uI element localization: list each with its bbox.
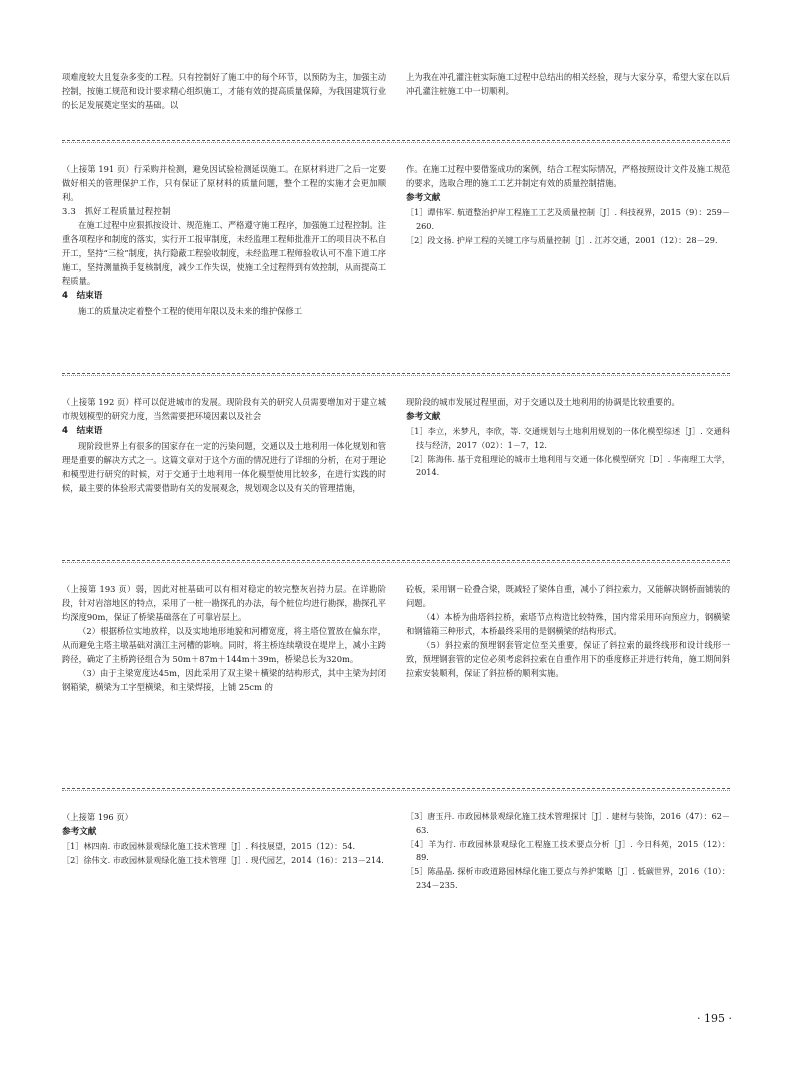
section-heading: 4 结束语	[62, 426, 103, 436]
reference-item: ［3］唐玉丹. 市政园林景观绿化施工技术管理探讨［J］. 建材与装饰，2016（47）：62－63.	[406, 811, 730, 835]
left-column	[62, 395, 386, 495]
right-column	[406, 810, 730, 893]
paragraph: （上接第 193 页）弱，因此对桩基础可以有相对稳定的较完整灰岩持力层。在详勘阶段，针对岩溶地区的特点，采用了一桩一勘探孔的办法，每个桩位均进行勘探，勘探孔平均深度90m，保证了桥梁基础落在了可靠岩层上。	[62, 584, 386, 622]
paragraph: 现阶段的城市发展过程里面，对于交通以及土地利用的协调是比较重要的。	[406, 397, 680, 407]
reference-item: ［2］段文扬. 护岸工程的关键工序与质量控制［J］. 江苏交通，2001（12）：28－29.	[406, 234, 718, 245]
left-column	[62, 810, 386, 893]
section-heading: 参考文献	[406, 412, 441, 422]
article-tail-4	[62, 582, 730, 694]
paragraph: 施工的质量决定着整个工程的使用年限以及未来的维护保修工	[78, 306, 303, 316]
left-column	[62, 582, 386, 694]
paragraph: （上接第 191 页）行采购并检测，避免因试验检测延误施工。在原材料进厂之后一定要做好相关的管理保护工作，只有保证了原材料的质量问题，整个工程的实施才会更加顺利。	[62, 164, 386, 202]
paragraph: （5）斜拉索的预埋钢套管定位至关重要，保证了斜拉索的最终线形和设计线形一致，预埋钢套管的定位必须考虑斜拉索在自重作用下的垂度修正并进行转角，施工期间斜拉索安装顺利，保证了斜拉桥的顺利实施。	[406, 640, 730, 678]
paragraph: 上为我在冲孔灌注桩实际施工过程中总结出的相关经验，现与大家分享，希望大家在以后冲孔灌注桩施工中一切顺利。	[406, 72, 730, 96]
paragraph: 现阶段世界上有很多的国家存在一定的污染问题，交通以及土地利用一体化规划和管理是重要的解决方式之一。这篇文章对于这个方面的情况进行了详细的分析，在对于理论和模型进行研究的时候，对于交通于土地利用一体化模型使用比较多，在进行实践的时候，最主要的体验形式需要借助有关的发展观念，规划观念以及有关的管理措施，	[62, 441, 386, 493]
subsection-heading: 3.3 抓好工程质量过程控制	[62, 206, 171, 216]
right-column	[406, 70, 730, 112]
right-column	[406, 582, 730, 694]
reference-item: ［2］徐伟文. 市政园林景观绿化施工技术管理［J］. 现代园艺，2014（16）：213－214.	[62, 854, 384, 865]
reference-item: ［1］谭伟军. 航道整治护岸工程施工工艺及质量控制［J］. 科技视界，2015（9）：259－260.	[406, 207, 730, 231]
article-tail-1	[62, 70, 730, 112]
paragraph: 作。在施工过程中要借鉴成功的案例，结合工程实际情况，严格按照设计文件及施工规范的要求，选取合理的施工工艺并制定有效的质量控制措施。	[406, 164, 730, 188]
reference-item: ［1］林四南. 市政园林景观绿化施工技术管理［J］. 科技展望，2015（12）：54.	[62, 841, 356, 851]
section-divider	[62, 140, 730, 141]
section-heading: 参考文献	[406, 193, 441, 203]
right-column	[406, 162, 730, 318]
section-divider	[62, 560, 730, 561]
paragraph: （2）根据桥位实地放样，以及实地地形地貌和河槽宽度，将主塔位置放在偏东岸，从而避免主塔主墩基础对漓江主河槽的影响。同时，将主桥连续墩设在堤岸上，减小主跨跨径，确定了主桥跨径组合为 50m＋87m＋144m＋39m，桥梁总长为320m。	[62, 626, 386, 664]
page-number: · 195 ·	[697, 1012, 732, 1025]
paragraph: 项难度较大且复杂多变的工程。只有控制好了施工中的每个环节，以预防为主，加强主动控制，按施工规范和设计要求精心组织施工，才能有效的提高质量保障，为我国建筑行业的长足发展奠定坚实的基础。以	[62, 72, 386, 110]
paragraph: （上接第 196 页）	[62, 812, 133, 822]
right-column	[406, 395, 730, 495]
paragraph: （上接第 192 页）样可以促进城市的发展。现阶段有关的研究人员需要增加对于建立城市规划模型的研究力度，当然需要把环境因素以及社会	[62, 397, 386, 421]
section-divider	[62, 788, 730, 789]
section-divider	[62, 373, 730, 374]
section-heading: 4 结束语	[62, 291, 103, 301]
left-column	[62, 162, 386, 318]
article-tail-2	[62, 162, 730, 318]
left-column	[62, 70, 386, 112]
paragraph: 砼板，采用钢－砼叠合梁，既减轻了梁体自重，减小了斜拉索力，又能解决钢桥面铺装的问题。	[406, 584, 730, 608]
paragraph: 在施工过程中应狠抓按设计、规范施工、严格遵守施工程序，加强施工过程控制。注重各项程序和制度的落实，实行开工报审制度，未经监理工程师批准开工的项目决不私自开工，坚持“三检”制度，执行隐蔽工程验收制度，未经监理工程师验收认可不准下道工序施工，坚持测量换手复核制度，减少工作失误，使施工全过程得到有效控制，从而提高工程质量。	[62, 220, 386, 286]
section-heading: 参考文献	[62, 827, 97, 837]
article-tail-5	[62, 810, 730, 893]
article-tail-3	[62, 395, 730, 495]
reference-item: ［5］陈晶晶. 探析市政道路园林绿化施工要点与养护策略［J］. 低碳世界，2016（10）：234－235.	[406, 866, 730, 890]
paragraph: （4）本桥为曲塔斜拉桥，索塔节点构造比较特殊，国内常采用环向预应力，钢横梁和钢锚箱三种形式，本桥最终采用的是钢横梁的结构形式。	[406, 612, 730, 636]
reference-item: ［1］李立，米梦凡，李欣，等. 交通规划与土地利用规划的一体化模型综述［J］. 交通科技与经济，2017（02）：1－7，12.	[406, 426, 730, 450]
paragraph: （3）由于主梁宽度达45m，因此采用了双主梁＋横梁的结构形式，其中主梁为封闭钢箱梁，横梁为工字型横梁，和主梁焊接，上铺 25cm 的	[62, 668, 386, 692]
reference-item: ［2］陈海伟. 基于竞租理论的城市土地利用与交通一体化模型研究［D］. 华南理工大学，2014.	[406, 453, 730, 478]
reference-item: ［4］羊为行. 市政园林景观绿化工程施工技术要点分析［J］. 今日科苑，2015（12）：89.	[406, 838, 730, 863]
